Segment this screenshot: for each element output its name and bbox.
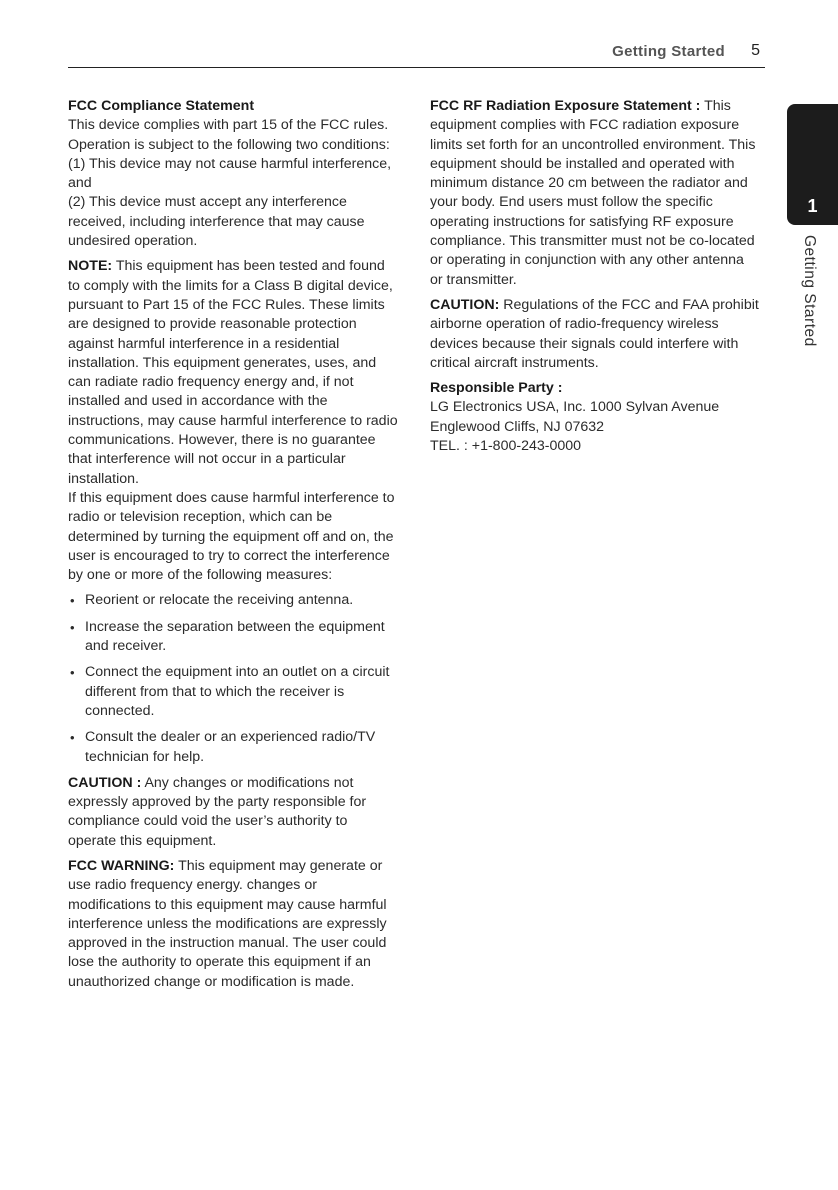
- chapter-side-label: Getting Started: [801, 235, 818, 347]
- condition-1: (1) This device may not cause harmful interference, and: [68, 155, 392, 192]
- chapter-number: 1: [807, 196, 818, 216]
- list-item-text: Reorient or relocate the receiving antenna.: [85, 592, 354, 609]
- left-column: [68, 97, 398, 998]
- section-title: Getting Started: [612, 43, 725, 60]
- party-address-line-2: Englewood Cliffs, NJ 07632: [430, 418, 605, 435]
- responsible-party-block: [430, 379, 760, 456]
- bullet-icon: •: [70, 665, 75, 681]
- fcc-compliance-block: [68, 97, 398, 155]
- page-number: 5: [751, 42, 760, 59]
- right-column: [430, 97, 760, 456]
- note-paragraph: [68, 257, 398, 489]
- interference-paragraph: If this equipment does cause harmful interference to radio or television reception, which can be determined by turning the equipment off and on, the user is encouraged to try to correct the interference by one or more of the following measures:: [68, 489, 395, 584]
- bullet-icon: •: [70, 593, 75, 609]
- measures-list: [68, 591, 398, 766]
- caution-text: Any changes or modifications not expressly approved by the party responsible for compliance could void the user’s authority to operate this equipment.: [68, 774, 367, 849]
- list-item: [68, 618, 398, 657]
- list-item-text: Connect the equipment into an outlet on a circuit different from that to which the receiver is connected.: [85, 664, 390, 719]
- list-item-text: Increase the separation between the equipment and receiver.: [85, 618, 385, 655]
- list-item-text: Consult the dealer or an experienced radio/TV technician for help.: [85, 729, 376, 765]
- rf-exposure-text: This equipment complies with FCC radiation exposure limits set forth for an uncontrolled environment. This equipment should be installed and operated with minimum distance 20 cm between the radiator and your body. End users must follow the specific operating instructions for satisfying RF exposure compliance. This transmitter must not be co-located or operating in conjunction with any other antenna or transmitter.: [430, 98, 756, 288]
- caution-label: CAUTION :: [68, 774, 142, 791]
- bullet-icon: •: [70, 619, 75, 635]
- party-address-line-1: LG Electronics USA, Inc. 1000 Sylvan Avenue: [430, 399, 720, 416]
- party-phone: TEL. : +1-800-243-0000: [430, 438, 582, 455]
- fcc-warning-text: This equipment may generate or use radio frequency energy. changes or modifications to this equipment may cause harmful interference unless the modifications are expressly approved in the instruction manual. The user could lose the authority to operate this equipment if an unauthorized change or modification is made.: [68, 857, 387, 990]
- page-header: [68, 40, 765, 68]
- faa-caution-text: Regulations of the FCC and FAA prohibit airborne operation of radio-frequency wireless devices because their signals could interfere with critical aircraft instruments.: [430, 296, 759, 371]
- caution-paragraph: [68, 774, 398, 851]
- responsible-party-heading: Responsible Party :: [430, 380, 563, 397]
- list-item: [68, 663, 398, 721]
- fcc-warning-label: FCC WARNING:: [68, 857, 175, 874]
- rf-exposure-paragraph: [430, 97, 760, 290]
- fcc-warning-paragraph: [68, 857, 398, 992]
- list-item: [68, 728, 398, 767]
- note-label: NOTE:: [68, 258, 113, 275]
- bullet-icon: •: [70, 730, 75, 746]
- list-item: [68, 591, 398, 610]
- fcc-compliance-heading: FCC Compliance Statement: [68, 98, 255, 114]
- rf-exposure-label: FCC RF Radiation Exposure Statement :: [430, 98, 701, 114]
- note-text: This equipment has been tested and found to comply with the limits for a Class B digital device, pursuant to Part 15 of the FCC Rules. These limits are designed to provide reasonable protection against harmful interference in a residential installation. This equipment generates, uses, and can radiate radio frequency energy and, if not installed and used in accordance with the instructions, may cause harmful interference to radio communications. However, there is no guarantee that interference will not occur in a particular installation.: [68, 258, 398, 487]
- chapter-tab: [787, 104, 838, 225]
- fcc-compliance-intro: This device complies with part 15 of the FCC rules. Operation is subject to the following two conditions:: [68, 117, 390, 153]
- faa-caution-paragraph: [430, 296, 760, 373]
- condition-2: (2) This device must accept any interference received, including interference that may cause undesired operation.: [68, 194, 365, 250]
- faa-caution-label: CAUTION:: [430, 296, 500, 313]
